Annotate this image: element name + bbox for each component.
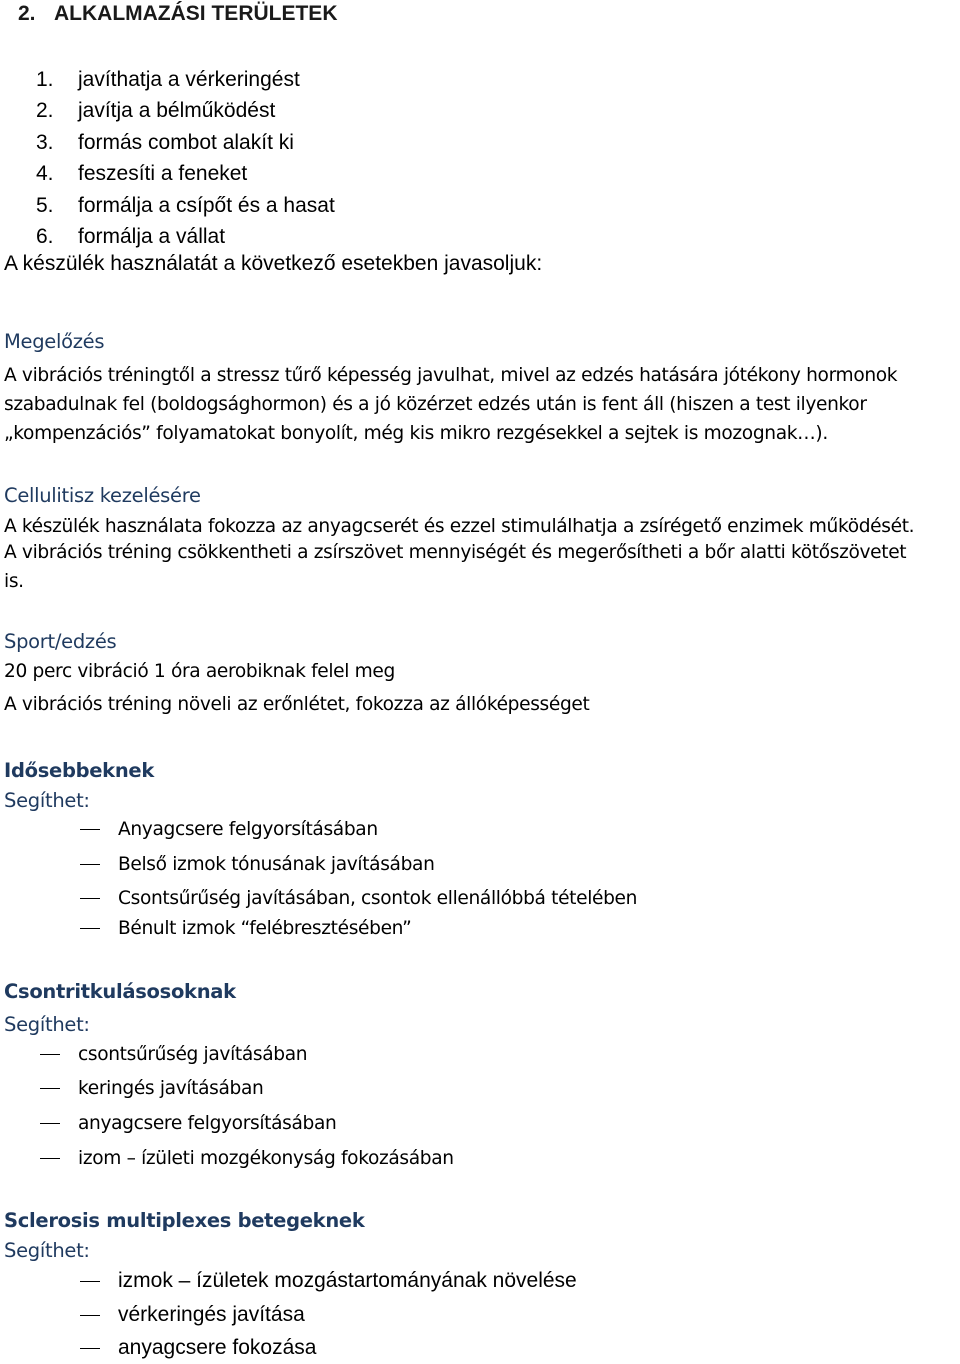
paragraph-line: „kompenzációs” folyamatokat bonyolít, még kis mikro rezgésekkel a sejtek is mozognak…).: [4, 423, 828, 444]
cellulitisz-title: Cellulitisz kezelésére: [4, 484, 201, 507]
dash-bullet-icon: [80, 1348, 100, 1350]
list-item: izmok – ízületek mozgástartományának növelése: [80, 1269, 577, 1293]
list-item: 3. formás combot alakít ki: [36, 130, 294, 154]
dash-bullet-icon: [40, 1088, 60, 1090]
dash-bullet-icon: [80, 898, 100, 900]
megelozes-title: Megelőzés: [4, 330, 105, 353]
list-item: vérkeringés javítása: [80, 1303, 305, 1327]
list-item: izom – ízületi mozgékonyság fokozásában: [40, 1148, 454, 1169]
dash-bullet-icon: [80, 928, 100, 930]
list-item: Belső izmok tónusának javításában: [80, 854, 435, 875]
dash-bullet-icon: [80, 1281, 100, 1283]
list-item: anyagcsere felgyorsításában: [40, 1113, 336, 1134]
list-item: keringés javításában: [40, 1078, 263, 1099]
benefits-numbered-list: [36, 64, 335, 252]
csontritkulas-title: Csontritkulásosoknak: [4, 980, 236, 1003]
dash-bullet-icon: [40, 1123, 60, 1125]
paragraph-line: A vibrációs tréning növeli az erőnlétet, fokozza az állóképességet: [4, 694, 590, 715]
section-heading: [18, 2, 337, 26]
list-item: 4. feszesíti a feneket: [36, 162, 248, 186]
paragraph-line: szabadulnak fel (boldogsághormon) és a jó közérzet edzés után is fent áll (hiszen a test ilyenkor: [4, 394, 867, 415]
paragraph-line: A vibrációs tréningtől a stressz tűrő képesség javulhat, mivel az edzés hatására jótékony hormonok: [4, 365, 898, 386]
dash-bullet-icon: [80, 1315, 100, 1317]
section-number: 2.: [18, 2, 36, 25]
section-title: ALKALMAZÁSI TERÜLETEK: [54, 2, 338, 25]
list-item: 5. formálja a csípőt és a hasat: [36, 193, 335, 217]
list-item: Csontsűrűség javításában, csontok ellenállóbbá tételében: [80, 888, 637, 909]
segithet-label: Segíthet:: [4, 1013, 90, 1036]
list-item: 2. javítja a bélműködést: [36, 99, 276, 123]
list-item: Anyagcsere felgyorsításában: [80, 819, 378, 840]
sport-title: Sport/edzés: [4, 630, 117, 653]
list-item: Bénult izmok “felébresztésében”: [80, 918, 411, 939]
paragraph-line: is.: [4, 571, 24, 592]
dash-bullet-icon: [40, 1054, 60, 1056]
segithet-label: Segíthet:: [4, 1239, 90, 1262]
sclerosis-title: Sclerosis multiplexes betegeknek: [4, 1209, 365, 1232]
paragraph-line: 20 perc vibráció 1 óra aerobiknak felel meg: [4, 661, 395, 682]
list-item: csontsűrűség javításában: [40, 1044, 307, 1065]
intro-text: A készülék használatát a következő esetekben javasoljuk:: [4, 252, 543, 275]
dash-bullet-icon: [80, 829, 100, 831]
list-item: 1. javíthatja a vérkeringést: [36, 68, 300, 91]
idosebbeknek-title: Idősebbeknek: [4, 759, 155, 782]
dash-bullet-icon: [40, 1158, 60, 1160]
segithet-label: Segíthet:: [4, 789, 90, 812]
list-item: 6. formálja a vállat: [36, 224, 226, 248]
dash-bullet-icon: [80, 864, 100, 866]
list-item: anyagcsere fokozása: [80, 1336, 316, 1360]
paragraph-line: A vibrációs tréning csökkentheti a zsírszövet mennyiségét és megerősítheti a bőr alatti kötőszövetet: [4, 542, 907, 563]
paragraph-line: A készülék használata fokozza az anyagcserét és ezzel stimulálhatja a zsírégető enzimek működését.: [4, 516, 915, 537]
